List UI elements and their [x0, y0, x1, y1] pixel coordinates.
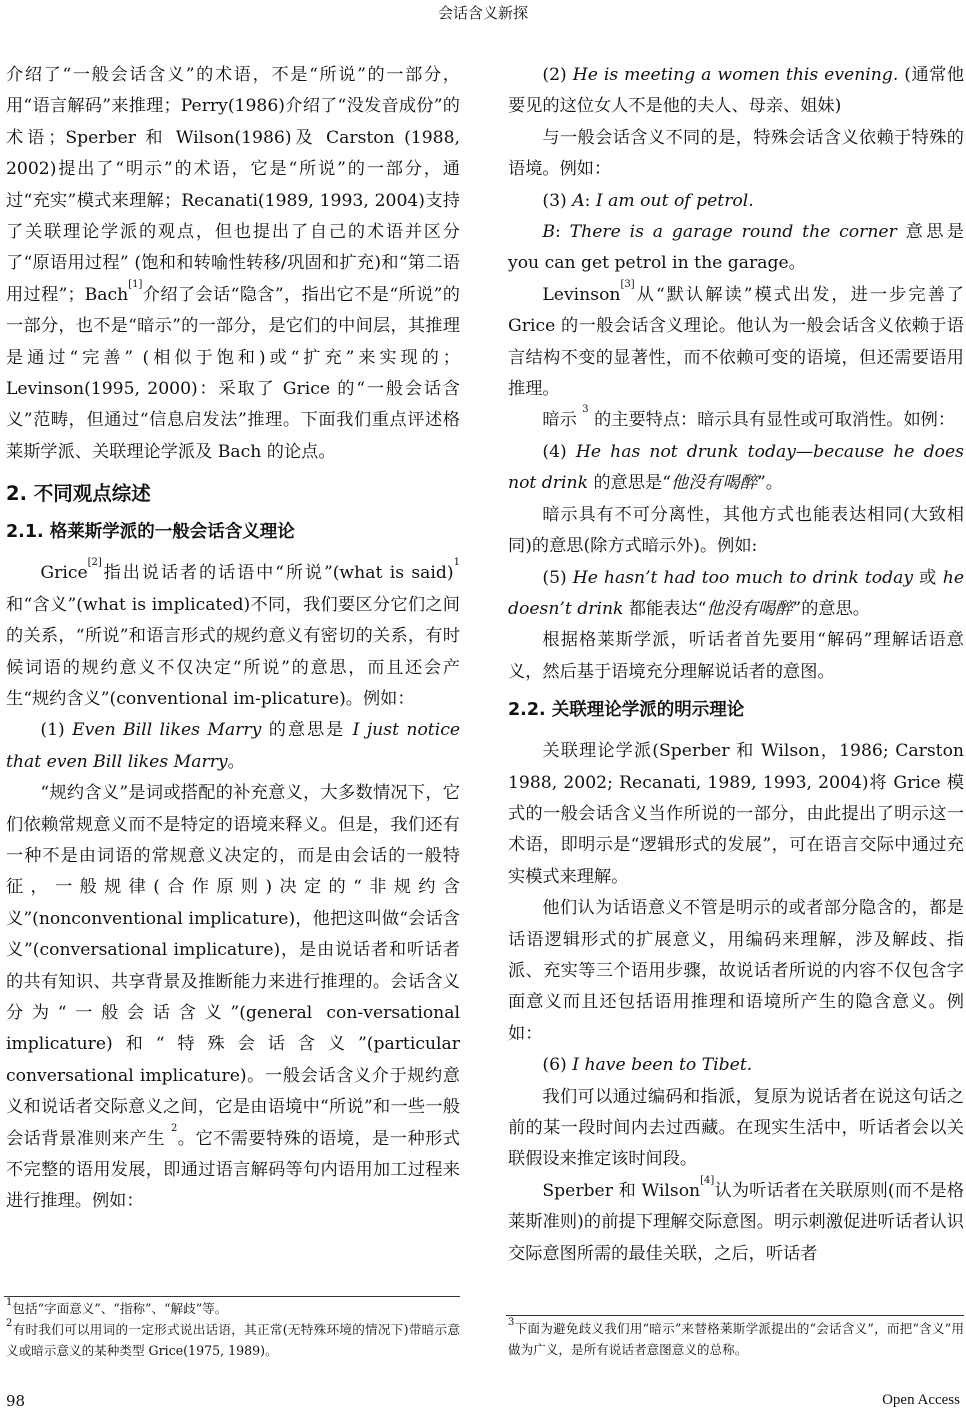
utterance-meaning-paragraph: 他们认为话语意义不管是明示的或者部分隐含的，都是话语逻辑形式的扩展意义，用编码来理解，涉及解歧、指派、充实等三个语用步骤，故说话者所说的内容不仅包含字面意义而且还包括语用推理和语境所产生的隐含意义。例如：: [508, 898, 964, 1044]
subsection-heading-2-1: 2.1. 格莱斯学派的一般会话含义理论: [6, 522, 295, 543]
grice-paragraph: Grice[2]指出说话者的话语中“所说”(what is said)$^1$和“含义”(what is implicated)不同，我们要区分它们之间的关系，“所说”和语言形式的规约意义有密切的关系，有时候词语的规约意义不仅决定“所说”的意思，而且还会产生“规约含义”(conventional im-plicature)。例如：: [6, 557, 460, 709]
example-6: (6) I have been to Tibet.: [542, 1055, 753, 1076]
footnote-ref: 1: [453, 557, 460, 569]
subsection-heading-2-2: 2.2. 关联理论学派的明示理论: [508, 700, 745, 721]
footnote-ref: 3: [582, 404, 589, 416]
page-number: 98: [6, 1392, 26, 1410]
conventional-implicature-paragraph: “规约含义”是词或搭配的补充意义，大多数情况下，它们依赖常规意义而不是特定的语境来释义。但是，我们还有一种不是由词语的常规意义决定的，而是由会话的一般特征，一般规律(合作原则)决定的“非规约含义”(nonconventional implicature)，他把这叫做“会话含义”(conversational implicature)，是由说话者和听话者的共有知识、共享背景及推断能力来进行推理的。会话含义分为“一般会话含义”(general con-versational implicature)和“特殊会话含义”(particular conversational implicature)。一般会话含义介于规约意义和说话者交际意义之间，它是由语境中“所说”和一些一般会话背景准则来产生 $^2$。它不需要特殊的语境，是一种形式不完整的语用发展，即通过语言解码等句内语用加工过程来进行推理。例如：: [6, 783, 460, 1212]
intro-paragraph: 介绍了“一般会话含义”的术语，不是“所说”的一部分，用“语言解码”来推理；Perry(1986)介绍了“没发音成份”的术语；Sperber 和 Wilson(1986)及 Carston (1988, 2002)提出了“明示”的术语，它是“所说”的一部分，通过“充实”模式来理解；Recanati(1989, 1993, 2004)支持了关联理论学派的观点，但也提出了自己的术语并区分了“原语用过程” (饱和和转喻性转移/巩固和扩充)和“第二语用过程”；Bach[1]介绍了会话“隐含”，指出它不是“所说”的一部分，也不是“暗示”的一部分，是它们的中间层，其推理是通过“完善” (相似于饱和)或“扩充”来实现的；Levinson(1995, 2000)：采取了 Grice 的“一般会话含义”范畴，但通过“信息启发法”推理。下面我们重点评述格莱斯学派、关联理论学派及 Bach 的论点。: [6, 65, 460, 462]
left-column: [6, 60, 460, 1218]
journal-name: Open Access: [882, 1392, 960, 1408]
citation-ref: [3]: [620, 278, 635, 290]
hint-paragraph: 暗示 $^3$ 的主要特点：暗示具有显性或可取消性。如例：: [542, 404, 956, 431]
sperber-wilson-paragraph: Sperber 和 Wilson[4]认为听话者在关联原则(而不是格莱斯准则)的前提下理解交际意图。明示刺激促进听话者认识交际意图所需的最佳关联，之后，听话者: [508, 1174, 965, 1264]
right-column: [508, 60, 964, 1270]
citation-ref: [1]: [128, 278, 143, 290]
footnote-rule-right: [506, 1315, 964, 1316]
footnote-rule-left: [4, 1296, 460, 1297]
particular-implicature-paragraph: 与一般会话含义不同的是，特殊会话含义依赖于特殊的语境。例如：: [508, 127, 964, 180]
footnote-3: $^3$下面为避免歧义我们用“暗示”来替格莱斯学派提出的“会话含义”，而把“含义”用做为广义，是所有说话者意图意义的总称。: [508, 1317, 964, 1357]
relevance-theory-paragraph: 关联理论学派(Sperber 和 Wilson，1986; Carston 1988, 2002; Recanati, 1989, 1993, 2004)将 Grice 模式的一般会话含义当作所说的一部分，由此提出了明示这一术语，即明示是“逻辑形式的发展”，可在语言交际中通过充实模式来理解。: [508, 741, 964, 887]
grice-school-paragraph: 根据格莱斯学派，听话者首先要用“解码”理解话语意义，然后基于语境充分理解说话者的意图。: [508, 630, 964, 682]
non-detachability-paragraph: 暗示具有不可分离性，其他方式也能表达相同(大致相同)的意思(除方式暗示外)。例如:: [508, 504, 964, 557]
example-2: (2) He is meeting a women this evening. (通常他要见的这位女人不是他的夫人、母亲、姐妹): [508, 65, 965, 117]
levinson-paragraph: Levinson[3]从“默认解读”模式出发，进一步完善了 Grice 的一般会话含义理论。他认为一般会话含义依赖于语言结构不变的显著性，而不依赖可变的语境，但还需要语用推理。: [508, 278, 964, 400]
section-heading-2: 2. 不同观点综述: [6, 482, 151, 506]
footnote-ref: 2: [170, 1122, 178, 1134]
example-5: (5) He hasn’t had too much to drink today 或 he doesn’t drink 都能表达“他没有喝醉”的意思。: [508, 567, 964, 619]
example-4: (4) He has not drunk today—because he does not drink 的意思是“他没有喝醉”。: [508, 441, 964, 494]
footnote-2: $^2$有时我们可以用词的一定形式说出话语，其正常(无特殊环境的情况下)带暗示意义或暗示意义的某种类型 Grice(1975, 1989)。: [6, 1318, 460, 1358]
footnote-1: $^1$包括“字面意义”、“指称”、“解歧”等。: [6, 1297, 228, 1316]
citation-ref: [2]: [87, 557, 102, 569]
tibet-paragraph: 我们可以通过编码和指派，复原为说话者在说这句话之前的某一段时间内去过西藏。在现实生活中，听话者会以关联假设来推定该时间段。: [508, 1086, 964, 1170]
example-1: (1) Even Bill likes Marry 的意思是 I just notice that even Bill likes Marry。: [6, 720, 460, 772]
example-3a: (3) A: I am out of petrol.: [542, 190, 754, 211]
running-title: 会话含义新探: [437, 4, 528, 22]
example-3b: B: There is a garage round the corner 意思是 you can get petrol in the garage。: [508, 222, 964, 274]
citation-ref: [4]: [700, 1174, 715, 1186]
